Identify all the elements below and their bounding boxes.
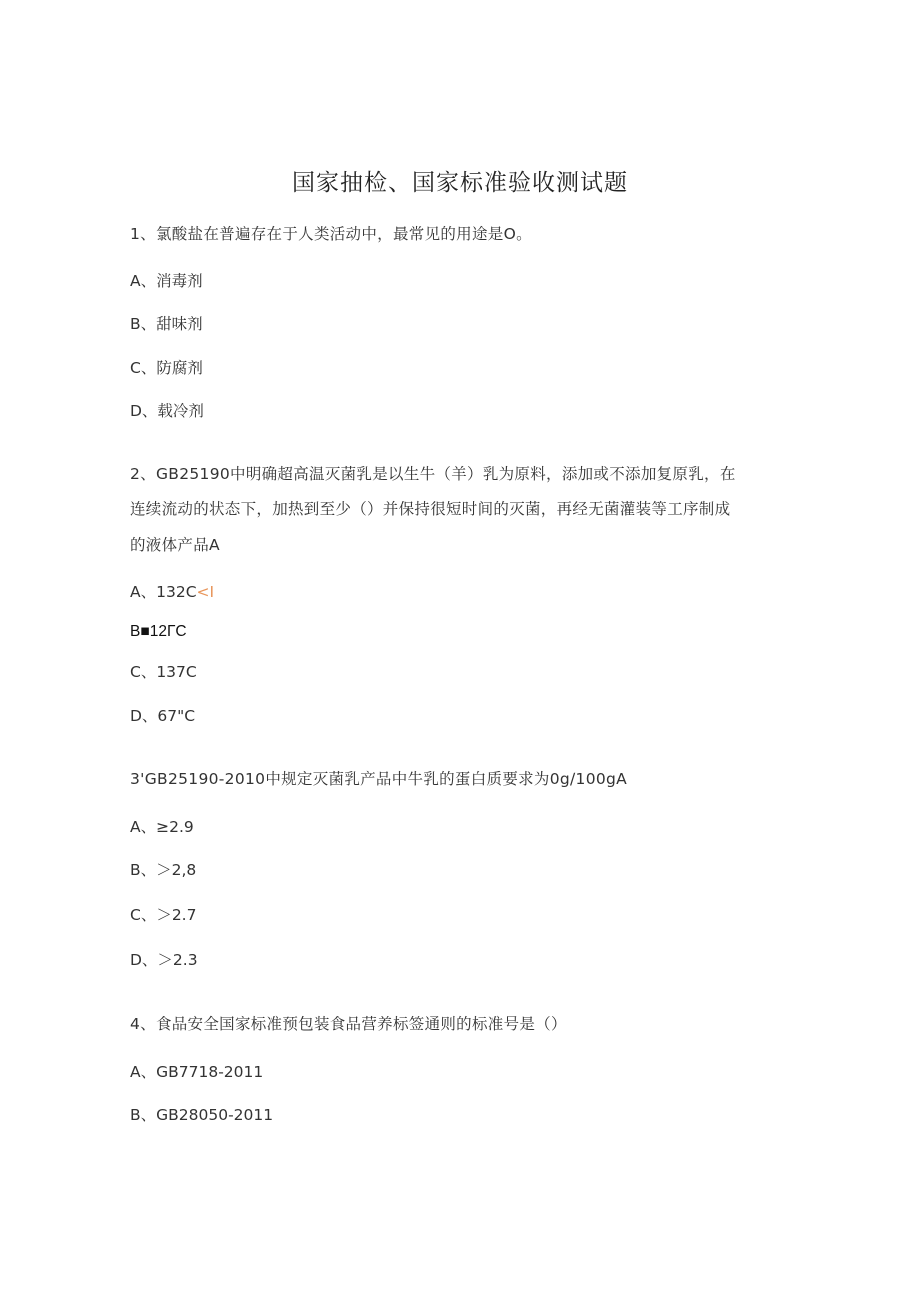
question-2-option-d: D、67"C [130, 707, 196, 725]
question-3-stem: 3'GB25190-2010中规定灭菌乳产品中牛乳的蛋白质要求为0g∕100gA [130, 770, 628, 788]
question-1-stem: 1、氯酸盐在普遍存在于人类活动中，最常见的用途是O。 [130, 225, 532, 243]
question-1-option-d: D、载冷剂 [130, 402, 204, 420]
question-1-option-a: A、消毒剂 [130, 272, 203, 290]
document-title: 国家抽检、国家标准验收测试题 [292, 170, 628, 196]
question-2-option-a [130, 580, 214, 602]
question-1-option-c: C、防腐剂 [130, 359, 203, 377]
question-4-option-a: A、GB7718-2011 [130, 1063, 264, 1081]
question-2-option-c: C、137C [130, 663, 197, 681]
question-2-stem-line-2: 连续流动的状态下，加热到至少（）并保持很短时间的灭菌，再经无菌灌装等工序制成 [130, 500, 731, 518]
question-3-option-d: D、＞2.3 [130, 951, 198, 969]
question-3-option-c: C、＞2.7 [130, 906, 197, 924]
question-2-stem-line-3: 的液体产品A [130, 536, 220, 554]
question-4-stem: 4、食品安全国家标准预包装食品营养标签通则的标准号是（） [130, 1015, 567, 1033]
question-1-option-b: B、甜味剂 [130, 315, 203, 333]
question-3-option-b: B、＞2,8 [130, 861, 197, 879]
question-2-option-a-text: A、132C [130, 583, 197, 601]
question-2-option-a-suffix: <I [196, 583, 215, 601]
question-3-option-a: A、≥2.9 [130, 818, 194, 836]
question-4-option-b: B、GB28050-2011 [130, 1106, 274, 1124]
question-2-stem-line-1: 2、GB25190中明确超高温灭菌乳是以生牛（羊）乳为原料，添加或不添加复原乳，在 [130, 465, 736, 483]
question-2-option-b: B■12ГC [130, 623, 187, 640]
